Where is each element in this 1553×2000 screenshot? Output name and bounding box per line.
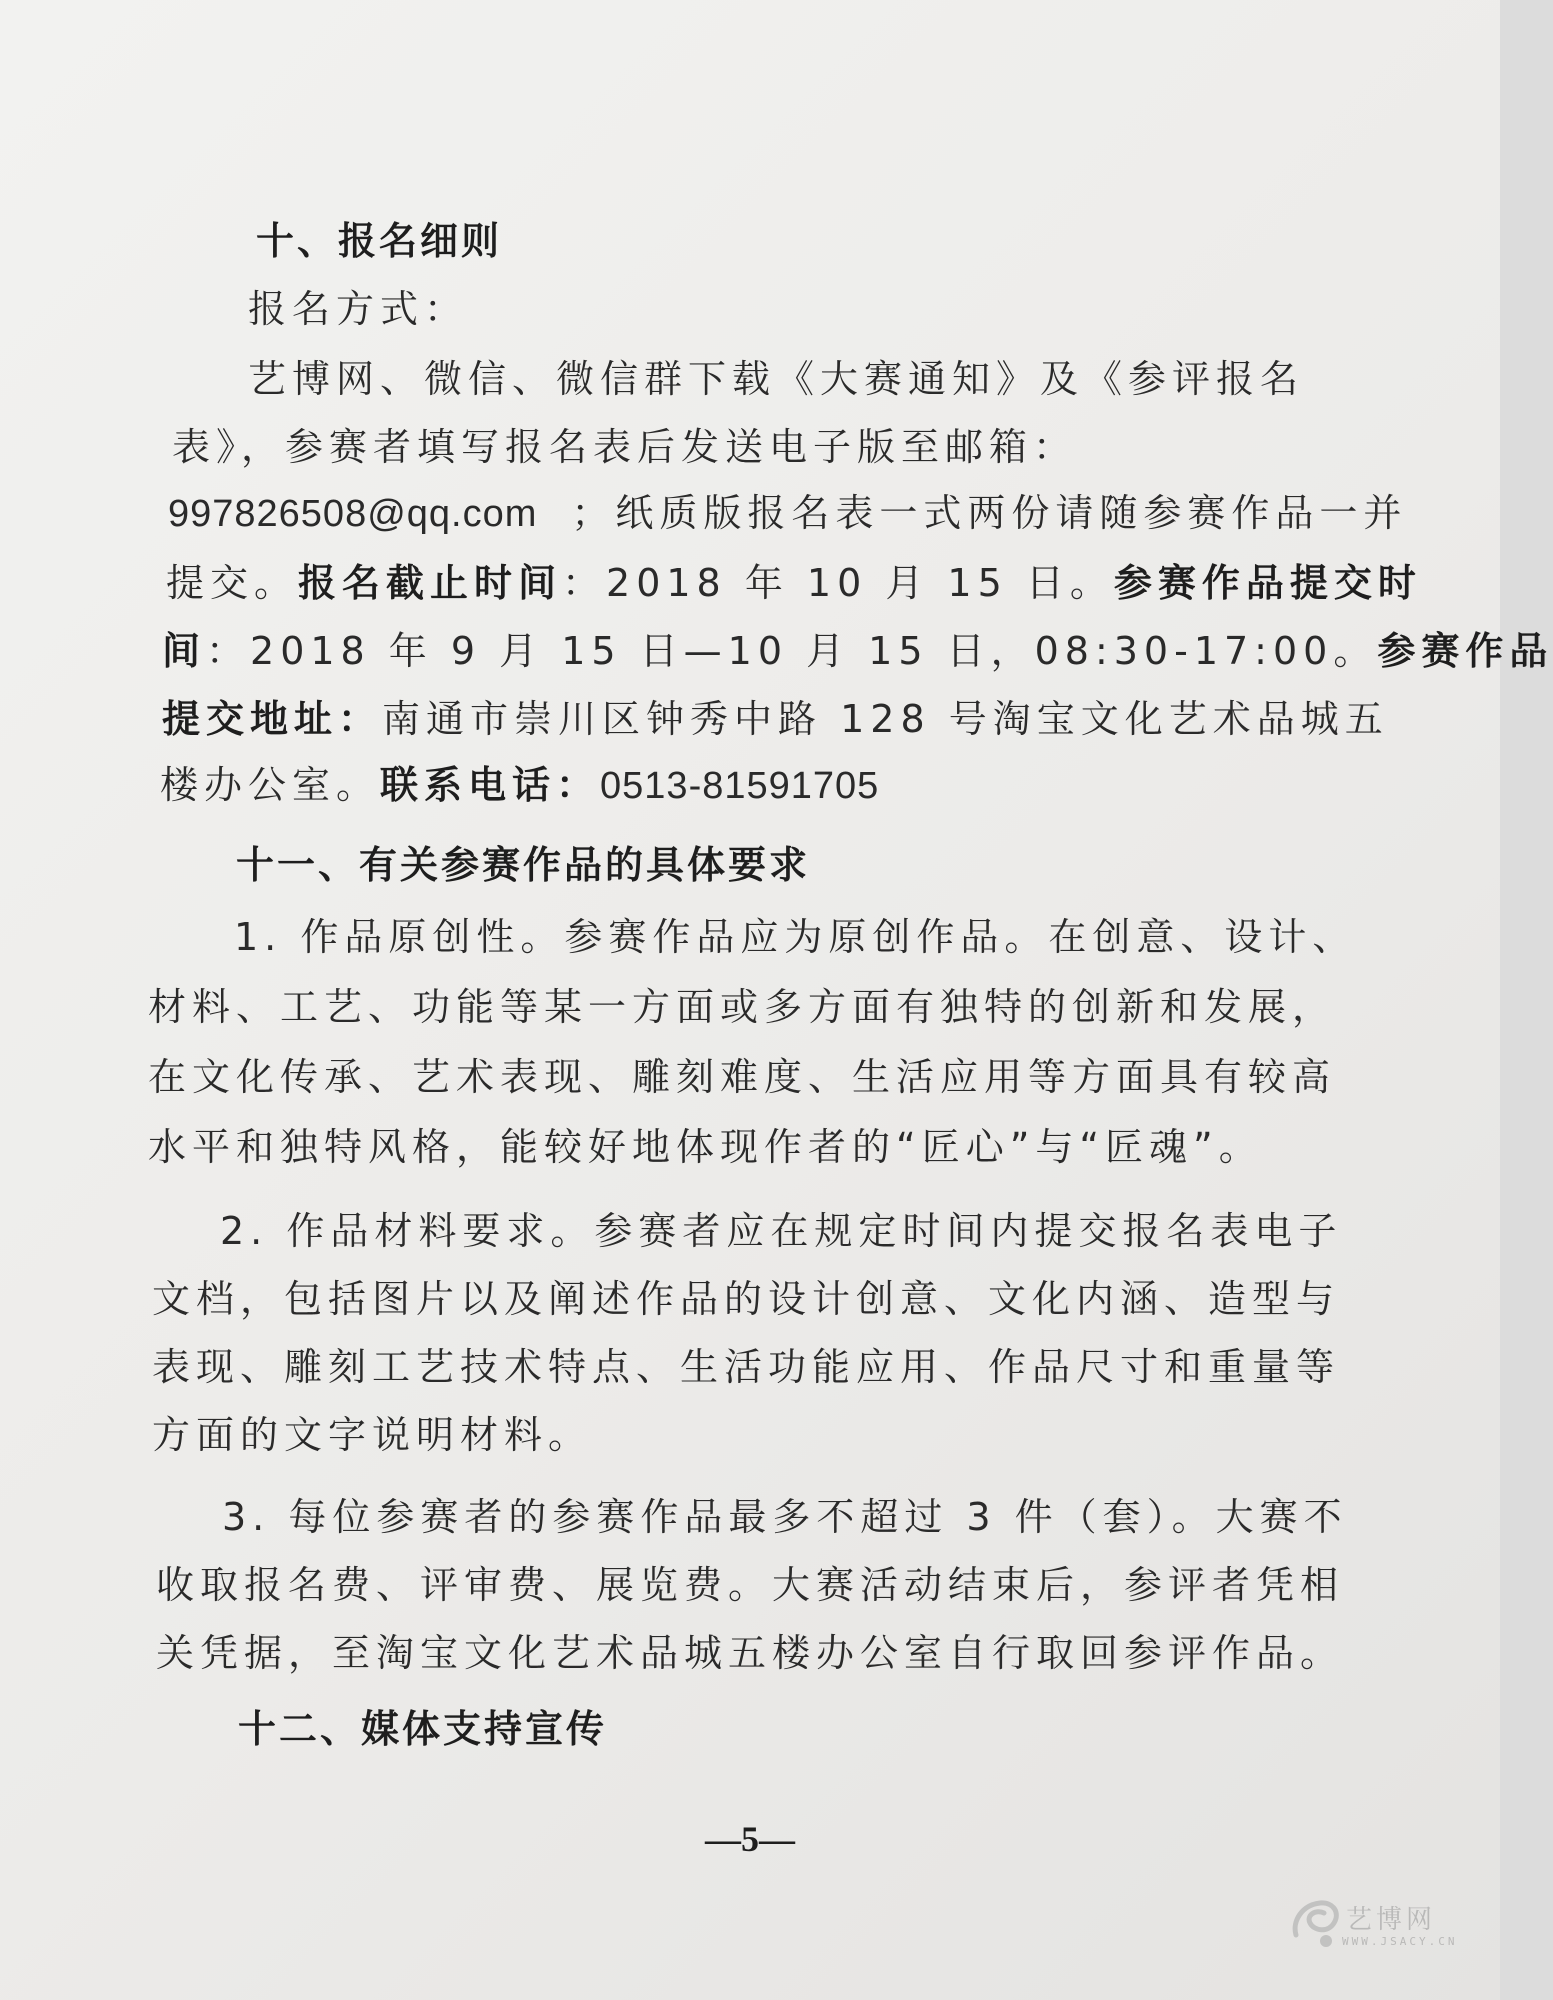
section12-heading: 十二、媒体支持宣传 (238, 1707, 608, 1751)
deadline-value: ：2018 年 10 月 15 日。 (562, 561, 1114, 605)
section10-line-6 (162, 696, 1389, 742)
phone-number: 0513-81591705 (600, 765, 880, 807)
watermark-url: WWW.JSACY.CN (1342, 1935, 1458, 1948)
yibo-logo-icon (1284, 1891, 1348, 1955)
item3-line-3: 关凭据，至淘宝文化艺术品城五楼办公室自行取回参评作品。 (156, 1631, 1345, 1675)
section10-line-4 (166, 560, 1422, 606)
section10-line-5 (162, 628, 1553, 674)
contact-email: 997826508@qq.com (168, 493, 538, 535)
text-span: 楼办公室。 (160, 763, 381, 807)
item1-line-3: 在文化传承、艺术表现、雕刻难度、生活应用等方面具有较高 (148, 1055, 1337, 1099)
item1-line-4: 水平和独特风格，能较好地体现作者的“匠心”与“匠魂”。 (148, 1125, 1263, 1169)
submit-address-value: 南通市崇川区钟秀中路 128 号淘宝文化艺术品城五 (382, 697, 1389, 741)
submit-address-label: 参赛作品 (1377, 629, 1553, 673)
section10-line-3-rest: ；纸质版报名表一式两份请随参赛作品一并 (571, 491, 1408, 535)
submit-time-label: 参赛作品提交时 (1113, 561, 1422, 605)
section11-heading: 十一、有关参赛作品的具体要求 (236, 843, 811, 887)
page-number: —5— (705, 1819, 795, 1859)
section10-line-2: 表》，参赛者填写报名表后发送电子版至邮箱： (172, 425, 1078, 469)
site-watermark (1284, 1885, 1474, 1965)
item2-line-4: 方面的文字说明材料。 (152, 1413, 593, 1457)
text-span: 提交。 (166, 561, 299, 605)
section10-line-1: 艺博网、微信、微信群下载《大赛通知》及《参评报名 (248, 357, 1305, 401)
registration-method-label: 报名方式： (248, 287, 469, 331)
item1-line-1: 1. 作品原创性。参赛作品应为原创作品。在创意、设计、 (234, 915, 1357, 959)
phone-label: 联系电话： (380, 763, 601, 807)
section10-line-7 (160, 762, 1360, 809)
item1-line-2: 材料、工艺、功能等某一方面或多方面有独特的创新和发展， (148, 985, 1337, 1029)
item2-line-3: 表现、雕刻工艺技术特点、生活功能应用、作品尺寸和重量等 (152, 1345, 1341, 1389)
deadline-label: 报名截止时间 (298, 561, 563, 605)
submit-time-label-end: 间 (162, 629, 207, 673)
section10-line-3 (168, 490, 1408, 537)
item2-line-2: 文档，包括图片以及阐述作品的设计创意、文化内涵、造型与 (152, 1277, 1341, 1321)
item2-line-1: 2. 作品材料要求。参赛者应在规定时间内提交报名表电子 (220, 1209, 1343, 1253)
item3-line-1: 3. 每位参赛者的参赛作品最多不超过 3 件（套）。大赛不 (222, 1495, 1348, 1539)
section10-heading: 十、报名细则 (256, 219, 503, 263)
item3-line-2: 收取报名费、评审费、展览费。大赛活动结束后，参评者凭相 (156, 1563, 1345, 1607)
submit-time-value: ：2018 年 9 月 15 日—10 月 15 日，08:30-17:00。 (206, 629, 1378, 673)
watermark-text: 艺博网 (1346, 1905, 1437, 1935)
submit-address-label-end: 提交地址： (162, 697, 383, 741)
